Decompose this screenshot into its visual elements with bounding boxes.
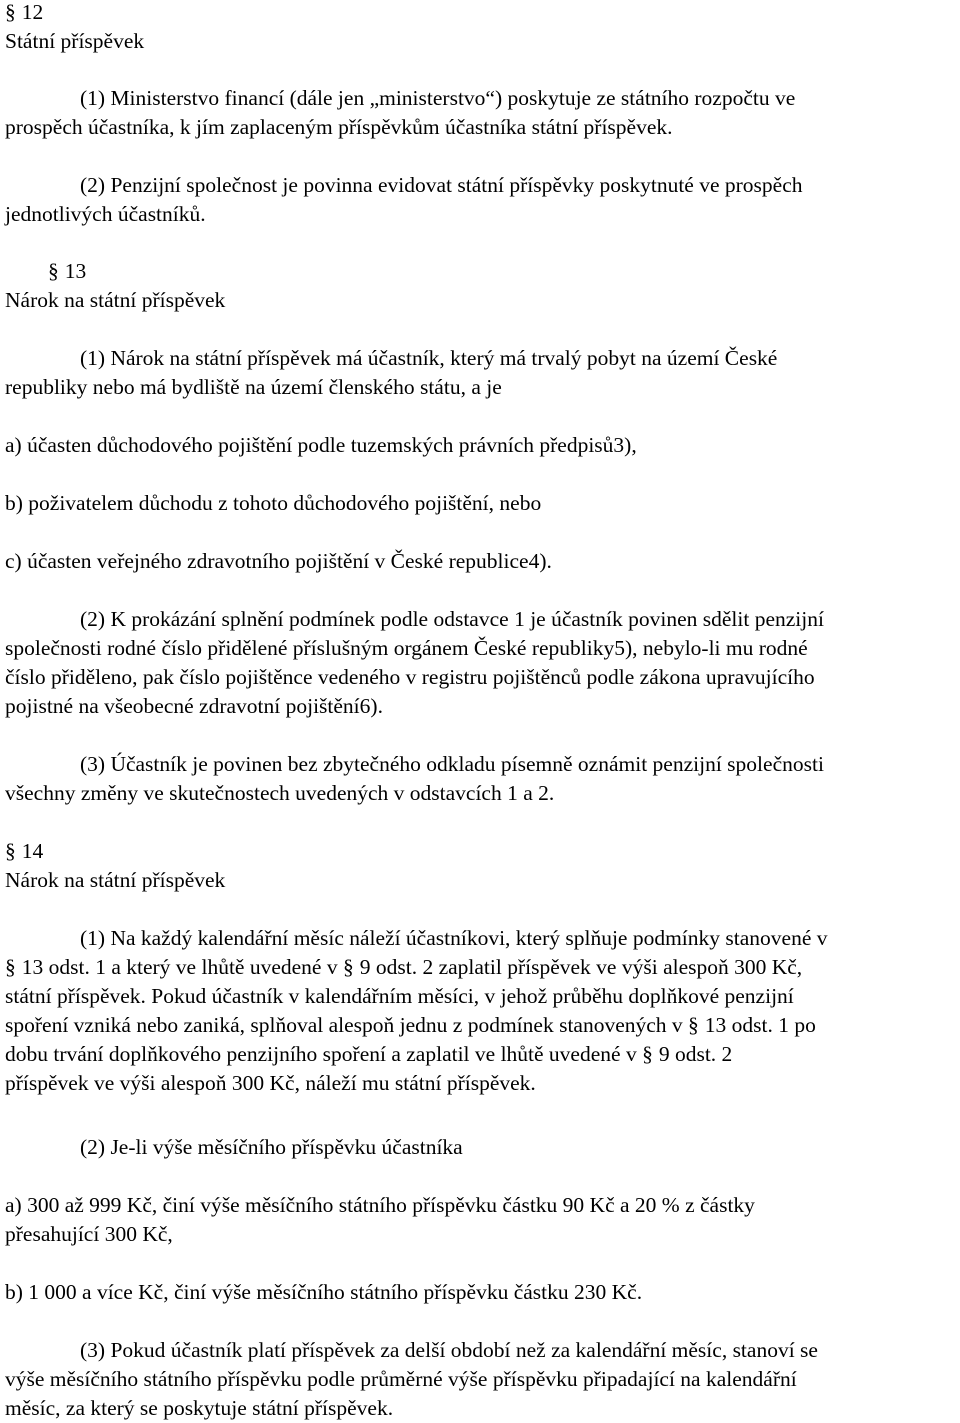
s12-p2-line2: jednotlivých účastníků. [5, 202, 206, 226]
s14-p1-line6: příspěvek ve výši alespoň 300 Kč, náleží mu státní příspěvek. [5, 1071, 536, 1095]
s14-p2: (2) Je-li výše měsíčního příspěvku účastníka [80, 1135, 463, 1159]
section-number: 12 [21, 0, 44, 24]
section-sign: § [5, 955, 16, 979]
section-13-title: Nárok na státní příspěvek [5, 288, 226, 312]
s14-p1-line1: (1) Na každý kalendářní měsíc náleží účastníkovi, který splňuje podmínky stanovené v [80, 926, 828, 950]
s14-item-a-line1: a) 300 až 999 Kč, činí výše měsíčního státního příspěvku částku 90 Kč a 20 % z částky [5, 1193, 755, 1217]
section-sign: § [5, 839, 16, 863]
s13-p2-line3: číslo přiděleno, pak číslo pojištěnce vedeného v registru pojištěnců podle zákona upravujícího [5, 665, 815, 689]
section-number: 13 [64, 259, 87, 283]
s12-p1-line2: prospěch účastníka, k jím zaplaceným příspěvkům účastníka státní příspěvek. [5, 115, 673, 139]
s13-p2-line4: pojistné na všeobecné zdravotní pojištění6). [5, 694, 383, 718]
s14-p1-line2 [5, 953, 802, 982]
s13-item-a: a) účasten důchodového pojištění podle tuzemských právních předpisů3), [5, 433, 637, 457]
s13-p1-line2: republiky nebo má bydliště na území členského státu, a je [5, 375, 502, 399]
s14-p3-line1: (3) Pokud účastník platí příspěvek za delší období než za kalendářní měsíc, stanoví se [80, 1338, 818, 1362]
s13-p2-line1: (2) K prokázání splnění podmínek podle odstavce 1 je účastník povinen sdělit penzijní [80, 607, 824, 631]
s14-item-a-line2: přesahující 300 Kč, [5, 1222, 173, 1246]
section-14-heading [5, 837, 43, 866]
s14-p1-line2-part1: 13 odst. 1 a který ve lhůtě uvedené v [21, 955, 338, 979]
section-sign: § [48, 259, 59, 283]
s13-item-b: b) poživatelem důchodu z tohoto důchodového pojištění, nebo [5, 491, 542, 515]
s14-p1-line4-part1: spoření vzniká nebo zaniká, splňoval alespoň jednu z podmínek stanovených v [5, 1013, 683, 1037]
section-13-heading [48, 257, 86, 286]
s14-p3-line3: měsíc, za který se poskytuje státní příspěvek. [5, 1396, 394, 1420]
s13-item-c: c) účasten veřejného zdravotního pojištění v České republice4). [5, 549, 552, 573]
s13-p2-line2: společnosti rodné číslo přidělené příslušným orgánem České republiky5), nebylo-li mu rodné [5, 636, 808, 660]
s14-p1-line4-part2: 13 odst. 1 po [704, 1013, 816, 1037]
s14-item-b: b) 1 000 a více Kč, činí výše měsíčního státního příspěvku částku 230 Kč. [5, 1280, 643, 1304]
s13-p1-line1: (1) Nárok na státní příspěvek má účastník, který má trvalý pobyt na území České [80, 346, 778, 370]
s12-p1-line1: (1) Ministerstvo financí (dále jen „ministerstvo“) poskytuje ze státního rozpočtu ve [80, 86, 796, 110]
s13-p3-line1: (3) Účastník je povinen bez zbytečného odkladu písemně oznámit penzijní společnosti [80, 752, 824, 776]
section-sign: § [5, 0, 16, 24]
s14-p1-line5-part1: dobu trvání doplňkového penzijního spoření a zaplatil ve lhůtě uvedené v [5, 1042, 637, 1066]
section-number: 14 [21, 839, 44, 863]
s14-p1-line5 [5, 1040, 732, 1069]
section-sign: § [342, 955, 354, 979]
section-sign: § [642, 1042, 653, 1066]
section-14-title: Nárok na státní příspěvek [5, 868, 226, 892]
section-12-title: Státní příspěvek [5, 29, 145, 53]
s14-p1-line4 [5, 1011, 816, 1040]
section-sign: § [688, 1013, 699, 1037]
s14-p1-line2-part2: 9 odst. 2 zaplatil příspěvek ve výši alespoň 300 Kč, [359, 955, 803, 979]
s13-p3-line2: všechny změny ve skutečnostech uvedených v odstavcích 1 a 2. [5, 781, 555, 805]
s14-p3-line2: výše měsíčního státního příspěvku podle průměrné výše příspěvku připadající na kalendářní [5, 1367, 797, 1391]
s14-p1-line3: státní příspěvek. Pokud účastník v kalendářním měsíci, v jehož průběhu doplňkové penzijní [5, 984, 794, 1008]
s14-p1-line5-part2: 9 odst. 2 [658, 1042, 733, 1066]
s12-p2-line1: (2) Penzijní společnost je povinna evidovat státní příspěvky poskytnuté ve prospěch [80, 173, 803, 197]
section-12-heading [5, 0, 43, 27]
